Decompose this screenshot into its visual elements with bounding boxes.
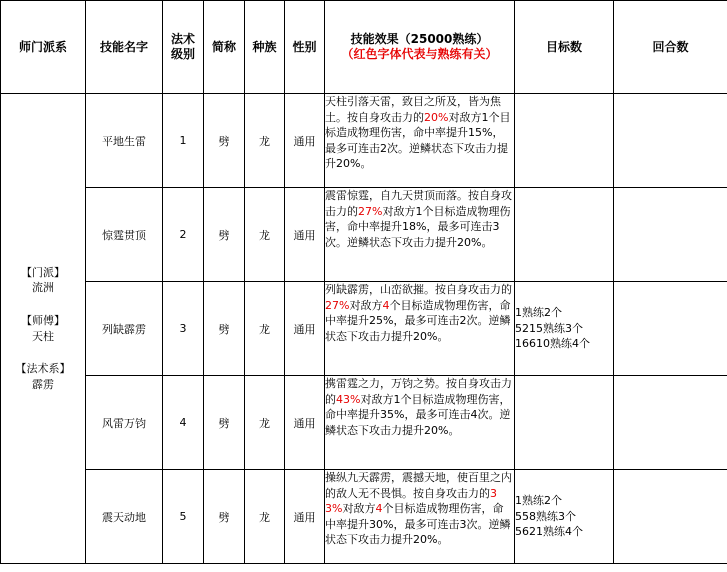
skill-gender: 通用: [285, 376, 325, 470]
skill-name: 列缺霹雳: [86, 282, 163, 376]
effect-highlight-value: 20%: [424, 110, 449, 124]
header-abbr: 简称: [204, 1, 245, 94]
table-row: [1, 188, 727, 282]
skill-race: 龙: [245, 282, 285, 376]
effect-text: 对敌方1个目标造成物理伤害，命中率提升15%，最多可连击2次。逆鳞状态下攻击力提升20%。: [325, 110, 511, 171]
skill-abbr: 劈: [204, 282, 245, 376]
effect-text: 震雷惊霆，自九天贯顶而落。按自身攻击力的: [325, 189, 512, 218]
skill-level: 1: [163, 94, 204, 188]
skill-targets: 1熟练2个 5215熟练3个 16610熟练4个: [515, 282, 614, 376]
skill-race: 龙: [245, 376, 285, 470]
table-row: [1, 470, 727, 564]
skill-table-body: [1, 94, 727, 564]
effect-highlight-value: 4: [375, 502, 383, 516]
skill-rounds: [614, 376, 727, 470]
skill-race: 龙: [245, 94, 285, 188]
skill-gender: 通用: [285, 94, 325, 188]
skill-targets: [515, 94, 614, 188]
sect-group: [1, 265, 85, 296]
effect-highlight-value: 27%: [358, 204, 383, 218]
header-school: 师门派系: [1, 1, 86, 94]
effect-text: 携雷霆之力，万钧之势。按自身攻击力的: [325, 377, 512, 406]
sect-value: 流洲: [32, 281, 54, 295]
header-level-line1: 法术: [170, 32, 195, 46]
effect-highlight-value: 43%: [336, 392, 361, 406]
skill-name: 震天动地: [86, 470, 163, 564]
master-group: [1, 313, 85, 344]
skill-level: 4: [163, 376, 204, 470]
skill-abbr: 劈: [204, 376, 245, 470]
effect-text: 列缺霹雳，山峦欲摧。按自身攻击力的: [325, 283, 512, 296]
table-row: [1, 376, 727, 470]
effect-text: 天柱引落天雷，致目之所及，皆为焦土。按自身攻击力的: [325, 95, 501, 124]
skill-targets: 1熟练2个 558熟练3个 5621熟练4个: [515, 470, 614, 564]
effect-text: 对敌方1个目标造成物理伤害，命中率提升35%，最多可连击4次。逆鳞状态下攻击力提升20%。: [325, 392, 511, 437]
skill-gender: 通用: [285, 188, 325, 282]
skill-name: 惊霆贯顶: [86, 188, 163, 282]
header-targets: 目标数: [515, 1, 614, 94]
skill-abbr: 劈: [204, 470, 245, 564]
skill-name: 平地生雷: [86, 94, 163, 188]
header-race: 种族: [245, 1, 285, 94]
master-label: 【师傅】: [21, 313, 65, 327]
header-effect-line1: 技能效果（25000熟练）: [350, 32, 489, 46]
header-row: [1, 1, 727, 94]
skill-effect: [325, 470, 515, 564]
skill-targets: [515, 376, 614, 470]
school-cell: [1, 94, 86, 564]
effect-highlight-value: 27%: [325, 298, 350, 312]
effect-text: 操纵九天霹雳，震撼天地，使百里之内的敌人无不畏惧。按自身攻击力的: [325, 471, 512, 500]
skill-effect: [325, 188, 515, 282]
system-value: 霹雳: [32, 377, 54, 391]
table-row: [1, 282, 727, 376]
skill-rounds: [614, 470, 727, 564]
effect-text: 对敌方: [342, 502, 376, 516]
sect-label: 【门派】: [21, 265, 65, 279]
skill-abbr: 劈: [204, 188, 245, 282]
header-effect-note: （红色字体代表与熟练有关）: [341, 47, 498, 61]
skill-effect: [325, 282, 515, 376]
effect-highlight-value: 4: [382, 298, 390, 312]
skill-targets: [515, 188, 614, 282]
header-gender: 性别: [285, 1, 325, 94]
effect-text: 个目标造成物理伤害，命中率提升25%，最多可连击2次。逆鳞状态下攻击力提升20%。: [325, 298, 511, 343]
skill-level: 5: [163, 470, 204, 564]
header-effect: [325, 1, 515, 94]
table-row: [1, 94, 727, 188]
header-level-line2: 级别: [170, 47, 195, 61]
effect-text: 个目标造成物理伤害，命中率提升30%，最多可连击3次。逆鳞状态下攻击力提升20%。: [325, 502, 511, 547]
skill-race: 龙: [245, 188, 285, 282]
header-skill-name: 技能名字: [86, 1, 163, 94]
effect-text: 对敌方1个目标造成物理伤害，命中率提升18%，最多可连击3次。逆鳞状态下攻击力提升20%。: [325, 204, 511, 249]
system-label: 【法术系】: [15, 362, 71, 376]
system-group: [1, 361, 85, 392]
skill-gender: 通用: [285, 470, 325, 564]
effect-highlight-value: 33%: [325, 486, 497, 516]
skill-rounds: [614, 188, 727, 282]
skill-race: 龙: [245, 470, 285, 564]
skill-rounds: [614, 282, 727, 376]
header-level: [163, 1, 204, 94]
skill-level: 3: [163, 282, 204, 376]
skill-effect: [325, 376, 515, 470]
header-rounds: 回合数: [614, 1, 727, 94]
skill-rounds: [614, 94, 727, 188]
skill-abbr: 劈: [204, 94, 245, 188]
skill-name: 风雷万钧: [86, 376, 163, 470]
skill-effect: [325, 94, 515, 188]
skill-level: 2: [163, 188, 204, 282]
master-value: 天柱: [32, 329, 54, 343]
effect-text: 对敌方: [349, 298, 383, 312]
skill-gender: 通用: [285, 282, 325, 376]
